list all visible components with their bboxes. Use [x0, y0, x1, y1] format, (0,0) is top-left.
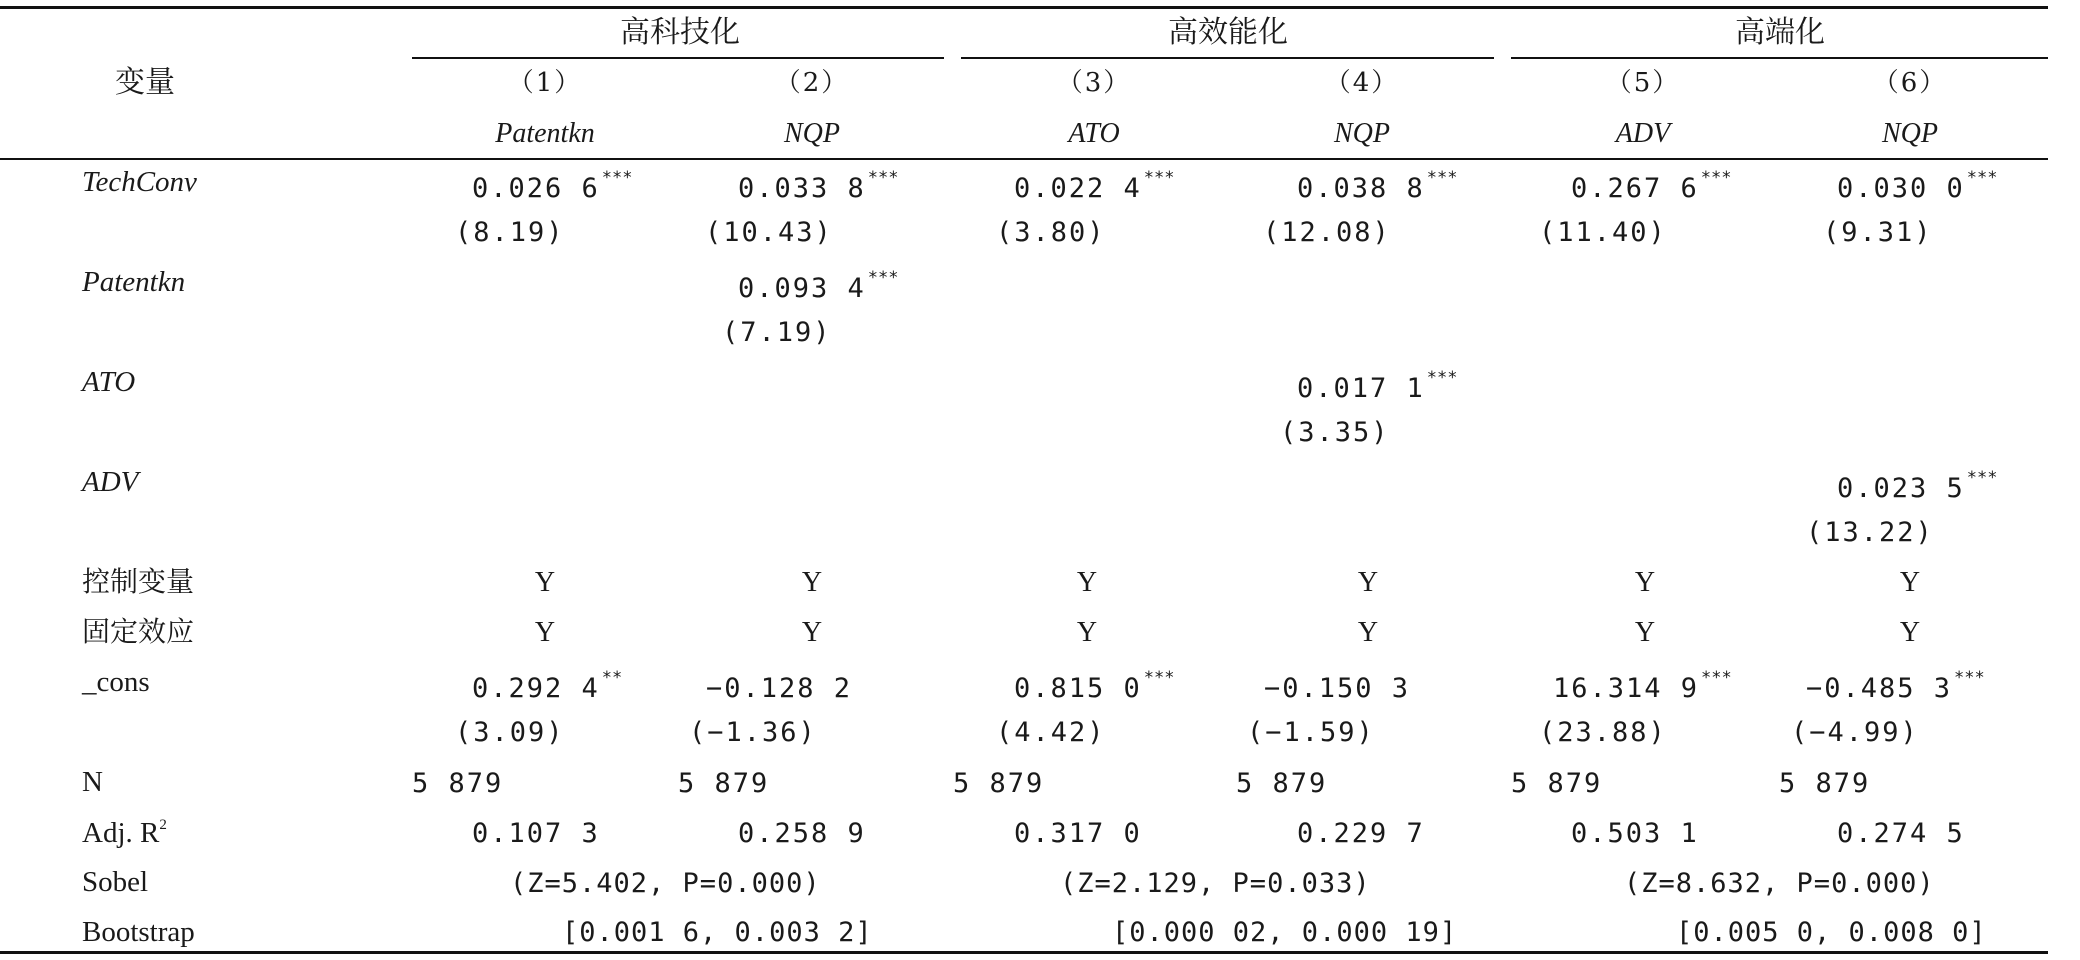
- adj-r2-value: 0.503 1: [1571, 818, 1699, 849]
- row-label-n: N: [82, 766, 103, 798]
- coef-value: 0.093 4: [738, 273, 866, 304]
- t-stat: (−1.36): [689, 717, 817, 748]
- dependent-variable: ADV: [1615, 118, 1671, 149]
- indicator-cell: Y: [534, 617, 556, 648]
- coef-cell: [1806, 670, 1985, 702]
- coef-value: −0.485 3: [1806, 673, 1953, 704]
- coef-cell: [1837, 470, 1998, 502]
- row-label-sobel: Sobel: [82, 866, 149, 898]
- coef-cell: [1297, 170, 1458, 202]
- coef-cell: [1264, 670, 1412, 702]
- group-underline-3: [1511, 57, 2048, 59]
- column-number: （6）: [1872, 68, 1948, 98]
- indicator-cell: Y: [801, 617, 823, 648]
- row-label-adj-r2: [82, 818, 167, 848]
- coef-value: 0.026 6: [472, 173, 600, 204]
- top-rule: [0, 6, 2048, 9]
- stub-header: 变量: [115, 65, 175, 100]
- indicator-cell: Y: [1076, 567, 1098, 598]
- column-number: （3）: [1056, 68, 1132, 98]
- observation-count: 5 879: [953, 768, 1045, 799]
- adj-r2-value: 0.317 0: [1014, 818, 1142, 849]
- significance-stars: ***: [867, 168, 899, 188]
- significance-stars: ***: [1954, 668, 1985, 688]
- adj-r2-label: Adj. R: [82, 817, 160, 849]
- coef-cell: [1837, 170, 1998, 202]
- sobel-test-value: (Z=5.402, P=0.000): [510, 868, 821, 899]
- coef-cell: [472, 170, 633, 202]
- indicator-cell: Y: [1899, 567, 1921, 598]
- significance-stars: ***: [867, 268, 899, 288]
- sobel-test-value: (Z=2.129, P=0.033): [1060, 868, 1371, 899]
- observation-count: 5 879: [1511, 768, 1603, 799]
- t-stat: (3.80): [996, 217, 1106, 248]
- t-stat: (−4.99): [1791, 717, 1919, 748]
- indicator-cell: Y: [534, 567, 556, 598]
- coef-value: 16.314 9: [1553, 673, 1700, 704]
- indicator-cell: Y: [1634, 567, 1656, 598]
- row-label-fixed-effects: 固定效应: [82, 615, 195, 648]
- coef-cell: [706, 670, 854, 702]
- coef-cell: [1014, 670, 1175, 702]
- coef-value: 0.023 5: [1837, 473, 1965, 504]
- coef-value: 0.017 1: [1297, 373, 1425, 404]
- adj-r2-value: 0.274 5: [1837, 818, 1965, 849]
- t-stat: (3.09): [455, 717, 565, 748]
- sobel-test-value: (Z=8.632, P=0.000): [1624, 868, 1935, 899]
- row-label-controls: 控制变量: [82, 565, 195, 598]
- t-stat: (11.40): [1539, 217, 1667, 248]
- significance-stars: ***: [601, 168, 633, 188]
- coef-value: 0.815 0: [1014, 673, 1142, 704]
- dependent-variable: NQP: [1882, 118, 1938, 149]
- indicator-cell: Y: [1634, 617, 1656, 648]
- row-label-adv: ADV: [82, 466, 139, 498]
- coef-value: 0.038 8: [1297, 173, 1425, 204]
- adj-r2-value: 0.107 3: [472, 818, 600, 849]
- indicator-cell: Y: [1899, 617, 1921, 648]
- row-label-bootstrap: Bootstrap: [82, 916, 195, 948]
- adj-r2-value: 0.258 9: [738, 818, 866, 849]
- coef-value: 0.292 4: [472, 673, 600, 704]
- t-stat: (4.42): [996, 717, 1106, 748]
- bootstrap-interval: [0.005 0, 0.008 0]: [1676, 917, 1987, 948]
- observation-count: 5 879: [1779, 768, 1871, 799]
- dependent-variable: ATO: [1068, 118, 1120, 149]
- coef-value: 0.030 0: [1837, 173, 1965, 204]
- significance-stars: ***: [1426, 168, 1458, 188]
- t-stat: (9.31): [1823, 217, 1933, 248]
- bootstrap-interval: [0.000 02, 0.000 19]: [1112, 917, 1458, 948]
- indicator-cell: Y: [1357, 567, 1379, 598]
- coef-value: −0.150 3: [1264, 673, 1411, 704]
- dependent-variable: NQP: [1334, 118, 1390, 149]
- coef-value: 0.033 8: [738, 173, 866, 204]
- t-stat: (10.43): [705, 217, 833, 248]
- row-label-techconv: TechConv: [82, 166, 197, 198]
- coef-cell: [738, 270, 899, 302]
- t-stat: (8.19): [455, 217, 565, 248]
- group-header-high-tech: 高科技化: [620, 15, 740, 50]
- significance-stars: ***: [1700, 168, 1732, 188]
- coef-cell: [738, 170, 899, 202]
- coef-value: −0.128 2: [706, 673, 853, 704]
- group-header-high-efficiency: 高效能化: [1168, 15, 1288, 50]
- adj-r2-value: 0.229 7: [1297, 818, 1425, 849]
- column-number: （4）: [1324, 68, 1400, 98]
- group-underline-1: [412, 57, 944, 59]
- column-number: （5）: [1605, 68, 1681, 98]
- significance-stars: ***: [1966, 168, 1998, 188]
- dependent-variable: Patentkn: [495, 118, 595, 149]
- significance-stars: ***: [1143, 168, 1175, 188]
- t-stat: (12.08): [1263, 217, 1391, 248]
- coef-cell: [1014, 170, 1175, 202]
- bootstrap-interval: [0.001 6, 0.003 2]: [562, 917, 873, 948]
- significance-stars: ***: [1701, 668, 1732, 688]
- column-number: （2）: [774, 68, 850, 98]
- t-stat: (13.22): [1806, 517, 1934, 548]
- header-bottom-rule: [0, 158, 2048, 160]
- coef-cell: [1571, 170, 1732, 202]
- coef-cell: [472, 670, 622, 702]
- column-number: （1）: [507, 68, 583, 98]
- indicator-cell: Y: [1357, 617, 1379, 648]
- t-stat: (−1.59): [1247, 717, 1375, 748]
- coef-value: 0.022 4: [1014, 173, 1142, 204]
- group-underline-2: [961, 57, 1494, 59]
- observation-count: 5 879: [1236, 768, 1328, 799]
- indicator-cell: Y: [1076, 617, 1098, 648]
- indicator-cell: Y: [801, 567, 823, 598]
- t-stat: (7.19): [722, 317, 832, 348]
- coef-value: 0.267 6: [1571, 173, 1699, 204]
- observation-count: 5 879: [412, 768, 504, 799]
- group-header-high-end: 高端化: [1735, 15, 1825, 50]
- t-stat: (3.35): [1280, 417, 1390, 448]
- bottom-rule: [0, 951, 2048, 954]
- observation-count: 5 879: [678, 768, 770, 799]
- row-label-cons: _cons: [82, 666, 150, 698]
- row-label-ato: ATO: [82, 366, 136, 398]
- coef-cell: [1297, 370, 1458, 402]
- significance-stars: ***: [1426, 368, 1458, 388]
- significance-stars: ***: [1966, 468, 1998, 488]
- dependent-variable: NQP: [784, 118, 840, 149]
- significance-stars: **: [601, 668, 623, 688]
- significance-stars: ***: [1143, 668, 1175, 688]
- t-stat: (23.88): [1539, 717, 1667, 748]
- row-label-patentkn: Patentkn: [82, 266, 186, 298]
- coef-cell: [1553, 670, 1732, 702]
- adj-r2-superscript: 2: [159, 817, 167, 833]
